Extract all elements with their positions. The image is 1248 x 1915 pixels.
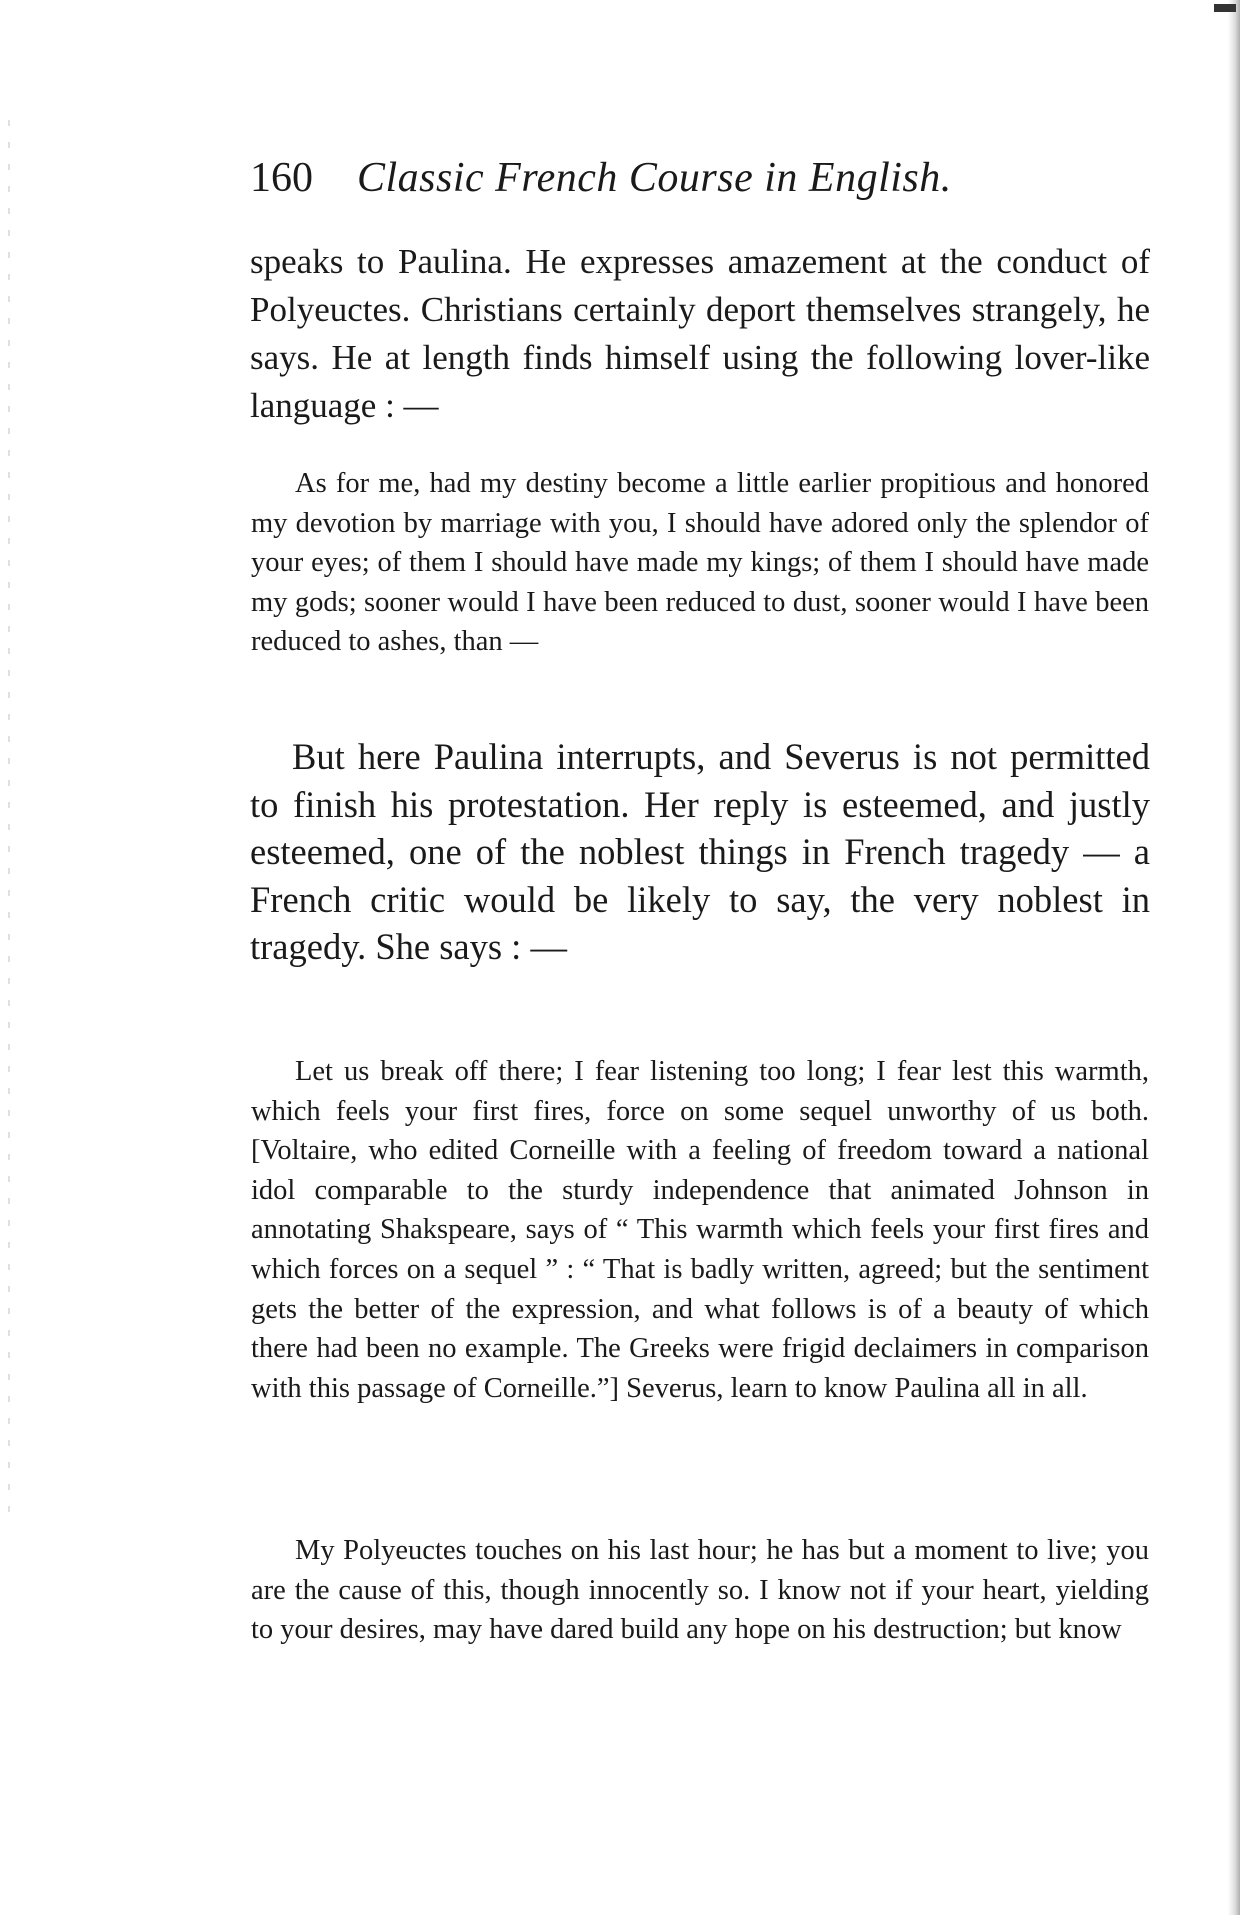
paragraph-body-2: But here Paulina interrupts, and Severus is not permitted to finish his protestation. Her reply is esteemed, and justly esteemed, one of the noblest things in French tragedy — a French critic would be likely to say, the very noblest in tragedy. She says : — xyxy=(250,736,1150,967)
paragraph-body-1: speaks to Paulina. He expresses amazement at the conduct of Polyeuctes. Christians certainly deport themselves strangely, he says. He at length finds himself using the following lover-like language : — xyxy=(250,242,1150,425)
running-head xyxy=(250,148,1150,208)
page-number: 160 xyxy=(250,155,313,201)
scan-right-edge xyxy=(1228,0,1240,1915)
running-title: Classic French Course in English. xyxy=(357,155,952,201)
quotation-2: Let us break off there; I fear listening too long; I fear lest this warmth, which feels your first fires, force on some sequel unworthy of us both. [Voltaire, who edited Corneille with a feeling of freedom toward a national idol comparable to the sturdy independence that animated Johnson in annotating Shakspeare, says of “ This warmth which feels your first fires and which forces on a sequel ” : “ That is badly written, agreed; but the sentiment gets the better of the expression, and what follows is of a beauty of which there had been no example. The Greeks were frigid declaimers in comparison with this passage of Corneille.”] Severus, learn to know Paulina all in all. xyxy=(251,1056,1149,1404)
scan-left-edge xyxy=(8,120,10,1520)
quotation-1: As for me, had my destiny become a little earlier propitious and honored my devotion by marriage with you, I should have adored only the splendor of your eyes; of them I should have made my kings; of them I should have made my gods; sooner would I have been reduced to dust, sooner would I have been reduced to ashes, than — xyxy=(251,468,1149,658)
quotation-3: My Polyeuctes touches on his last hour; he has but a moment to live; you are the cause of this, though innocently so. I know not if your heart, yielding to your desires, may have dared build any hope on his destruction; but know xyxy=(251,1535,1149,1646)
